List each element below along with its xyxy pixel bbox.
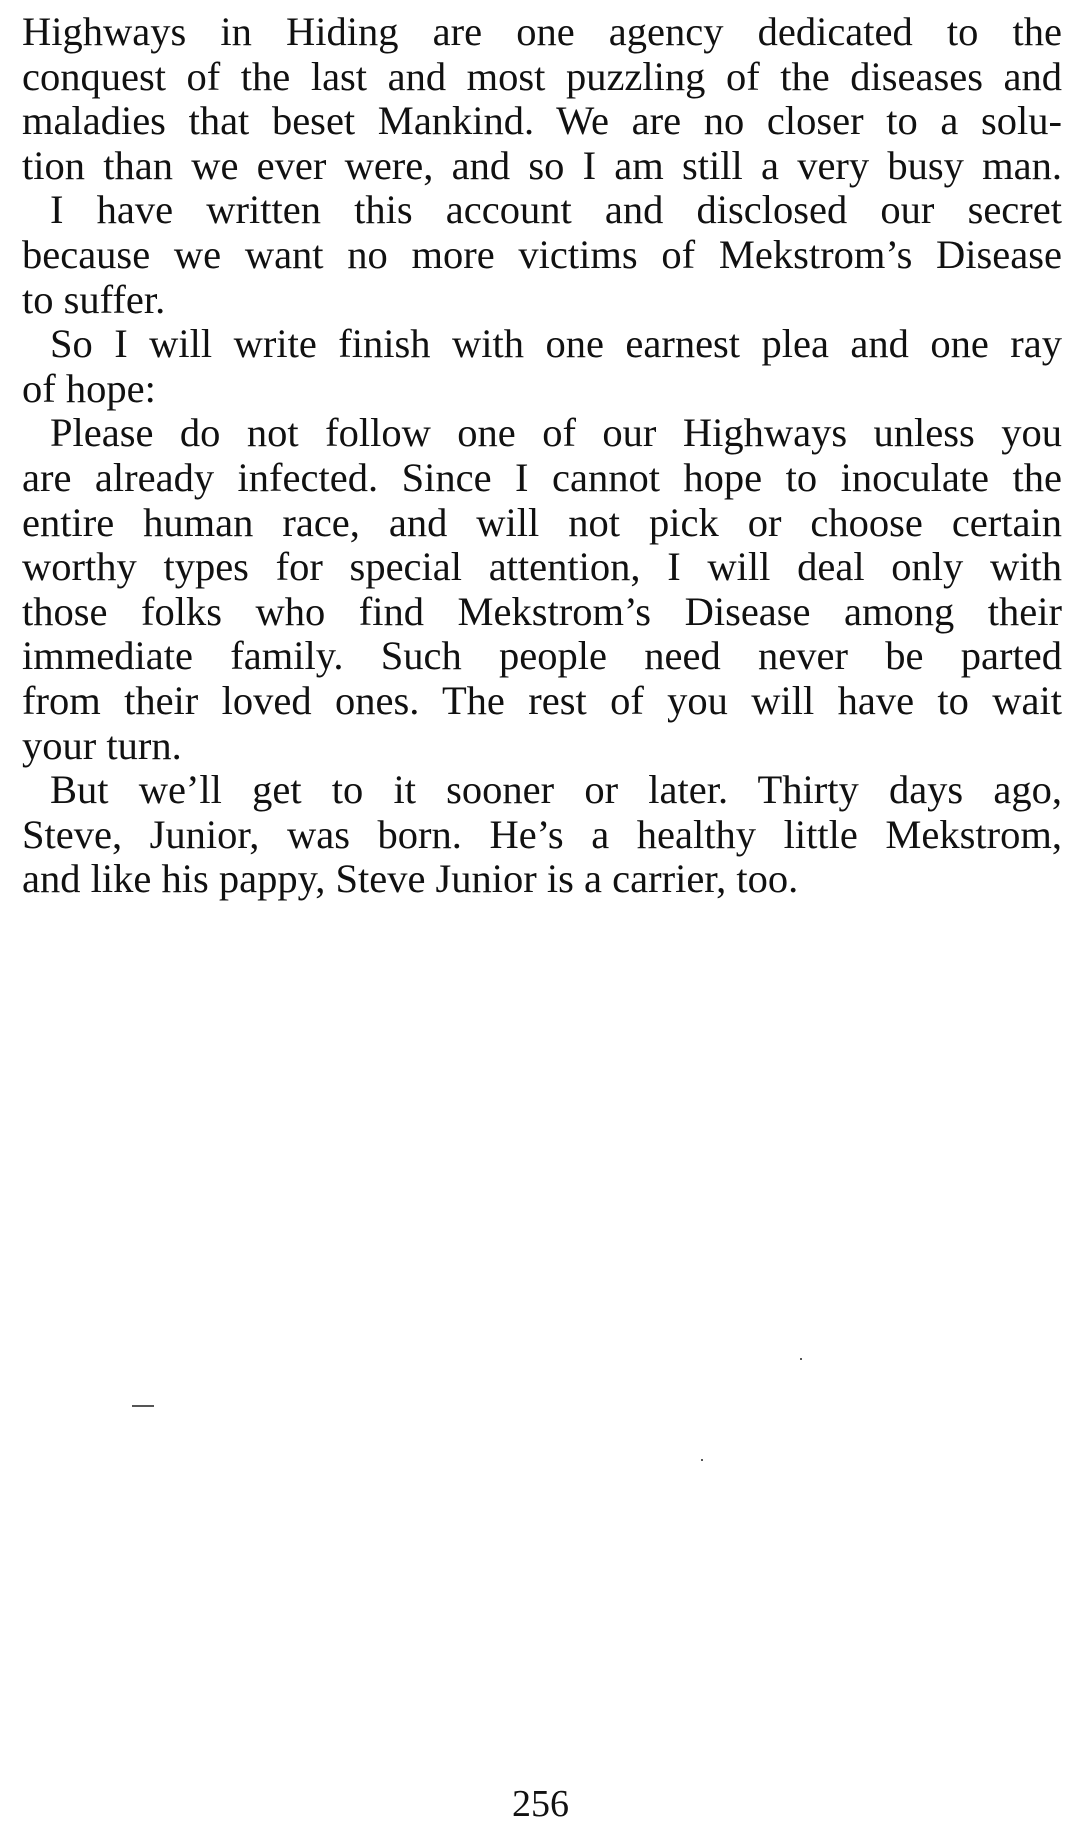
scan-speck (800, 1358, 802, 1360)
text-line: tion than we ever were, and so I am still a very busy man. (22, 142, 1062, 188)
text-line: Steve, Junior, was born. He’s a healthy little Mekstrom, (22, 811, 1062, 857)
paragraph-5 (22, 768, 1062, 902)
text-line: because we want no more victims of Mekstrom’s Disease (22, 231, 1062, 277)
paragraph-3 (22, 322, 1062, 411)
text-line: Please do not follow one of our Highways unless you (50, 410, 1062, 456)
paragraph-1 (22, 10, 1062, 188)
paragraph-4 (22, 411, 1062, 768)
scan-speck (701, 1459, 703, 1461)
text-line: are already infected. Since I cannot hope to inoculate the (22, 454, 1062, 500)
text-line: worthy types for special attention, I will deal only with (22, 544, 1062, 590)
text-line: to suffer. (22, 276, 166, 322)
text-line: So I will write finish with one earnest plea and one ray (50, 321, 1062, 367)
text-line: I have written this account and disclosed our secret (50, 187, 1062, 233)
text-line: of hope: (22, 365, 156, 411)
text-line: Highways in Hiding are one agency dedicated to the (22, 9, 1062, 54)
text-line: and like his pappy, Steve Junior is a carrier, too. (22, 856, 799, 902)
text-line: But we’ll get to it sooner or later. Thirty days ago, (50, 767, 1062, 813)
text-line: from their loved ones. The rest of you will have to wait (22, 677, 1062, 723)
text-line: immediate family. Such people need never be parted (22, 633, 1062, 679)
text-line: those folks who find Mekstrom’s Disease among their (22, 588, 1062, 634)
text-line: conquest of the last and most puzzling of the diseases and (22, 53, 1062, 99)
text-line: entire human race, and will not pick or choose certain (22, 499, 1062, 545)
scan-speck (132, 1405, 154, 1407)
page-number: 256 (512, 1783, 569, 1825)
text-line: maladies that beset Mankind. We are no closer to a solu- (22, 98, 1062, 144)
page-body-text (22, 10, 1062, 902)
paragraph-2 (22, 188, 1062, 322)
text-line: your turn. (22, 722, 182, 768)
